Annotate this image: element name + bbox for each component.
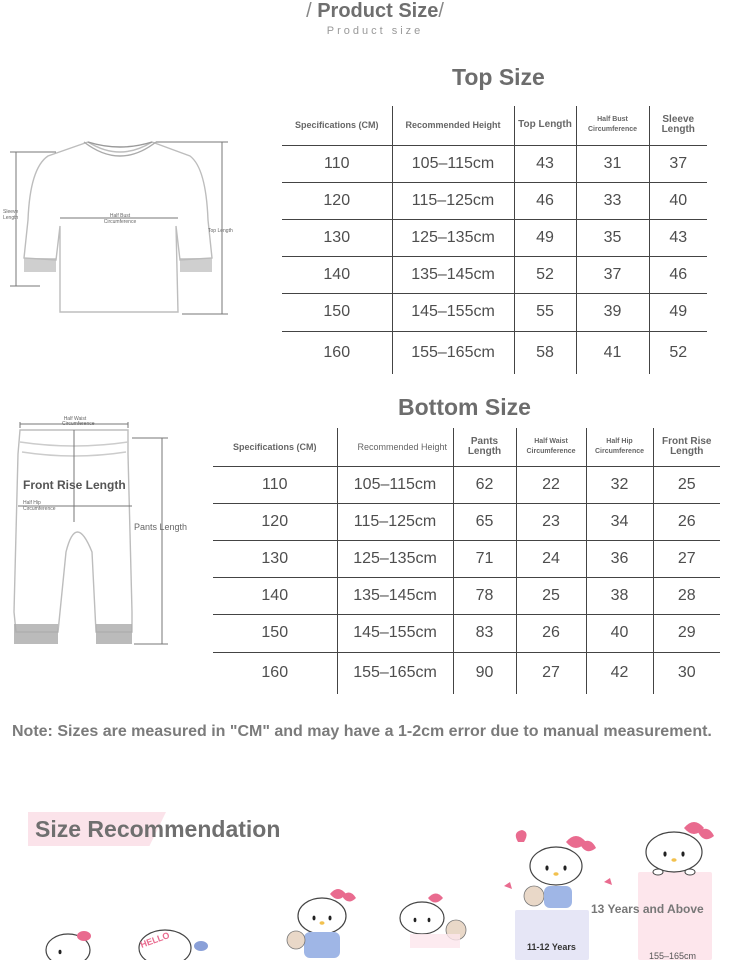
cell-height: 125–135cm	[392, 219, 514, 256]
cell-value: 58	[514, 331, 576, 374]
cell-height: 115–125cm	[337, 503, 453, 540]
header-top-length: Top Length	[514, 106, 576, 145]
header-half-waist: Half Waist Circumference	[516, 428, 586, 466]
cell-spec: 130	[323, 228, 351, 246]
cell-value: 42	[586, 652, 653, 694]
cell-value: 23	[516, 503, 586, 540]
cell-value: 33	[576, 182, 649, 219]
cartoon-cat-icon	[46, 931, 91, 960]
header-height: Recommended Height	[337, 428, 453, 466]
shirt-diagram	[0, 130, 240, 320]
cell-value: 43	[514, 145, 576, 182]
cell-value: 35	[576, 219, 649, 256]
cell-spec: 140	[323, 265, 351, 283]
age-label-13: 13 Years and Above	[591, 902, 704, 916]
cell-value: 26	[516, 614, 586, 652]
cell-spec: 160	[323, 343, 351, 361]
cell-value: 28	[653, 577, 720, 614]
cell-value: 40	[586, 614, 653, 652]
table-row	[213, 652, 720, 694]
cell-value: 83	[453, 614, 516, 652]
cell-value: 49	[514, 219, 576, 256]
bottom-table-header	[213, 428, 720, 466]
table-row	[213, 614, 720, 652]
cell-value: 55	[514, 293, 576, 331]
cell-value: 27	[653, 540, 720, 577]
sleeve-length-label: Sleeve Length	[3, 209, 19, 221]
cell-value: 90	[453, 652, 516, 694]
recommendation-title: Size Recommendation	[35, 816, 281, 842]
cell-height: 115–125cm	[392, 182, 514, 219]
half-bust-label: Half Bust Circumference	[103, 213, 137, 225]
table-row	[213, 503, 720, 540]
cell-value: 49	[649, 293, 707, 331]
cell-value: 25	[516, 577, 586, 614]
cell-value: 37	[649, 145, 707, 182]
age-label-1112: 11-12 Years	[527, 942, 576, 952]
table-row	[213, 577, 720, 614]
header-title: / Product Size/	[306, 0, 444, 22]
cell-spec: 150	[323, 303, 351, 320]
header-spec: Specifications (CM)	[294, 120, 379, 131]
cartoon-cat-icon	[504, 830, 612, 908]
cell-value: 62	[453, 466, 516, 503]
cell-spec: 140	[261, 586, 289, 604]
measurement-note: Note: Sizes are measured in "CM" and may have a 1-2cm error due to manual measurement.	[12, 723, 712, 740]
header-half-bust: Half Bust Circumference	[576, 106, 649, 145]
bottom-size-table	[213, 428, 720, 694]
cell-height: 105–115cm	[392, 145, 514, 182]
cell-height: 145–155cm	[337, 614, 453, 652]
half-waist-label: Half Waist Circumference	[62, 416, 95, 427]
cell-value: 41	[576, 331, 649, 374]
cell-value: 22	[516, 466, 586, 503]
cell-height: 135–145cm	[392, 256, 514, 293]
cell-value: 43	[649, 219, 707, 256]
cell-height: 135–145cm	[337, 577, 453, 614]
cell-height: 155–165cm	[392, 331, 514, 374]
cell-value: 38	[586, 577, 653, 614]
cell-value: 26	[653, 503, 720, 540]
cartoon-cat-icon	[139, 930, 208, 960]
top-length-label: Top Length	[208, 228, 233, 234]
cell-value: 34	[586, 503, 653, 540]
cell-value: 46	[649, 256, 707, 293]
header-pants-length: Pants Length	[453, 428, 516, 466]
cartoon-cat-icon	[287, 889, 356, 958]
pants-length-label: Pants Length	[134, 522, 188, 532]
cell-value: 52	[649, 331, 707, 374]
cell-value: 32	[586, 466, 653, 503]
table-row	[282, 219, 707, 256]
table-row	[213, 540, 720, 577]
cartoon-cat-icon	[400, 894, 466, 949]
cell-value: 29	[653, 614, 720, 652]
top-size-title: Top Size	[452, 64, 545, 90]
cell-spec: 160	[261, 664, 289, 682]
cell-value: 24	[516, 540, 586, 577]
cell-height: 125–135cm	[337, 540, 453, 577]
table-row	[282, 293, 707, 331]
header-sleeve-length: Sleeve Length	[649, 106, 707, 145]
cell-value: 46	[514, 182, 576, 219]
header-half-hip: Half Hip Circumference	[586, 428, 653, 466]
header-subtitle: Product size	[326, 25, 424, 37]
header-spec: Specifications (CM)	[232, 441, 317, 452]
cell-height: 155–165cm	[337, 652, 453, 694]
cell-value: 25	[653, 466, 720, 503]
svg-text:HELLO: HELLO	[138, 930, 171, 950]
cell-value: 30	[653, 652, 720, 694]
bottom-size-title: Bottom Size	[398, 394, 531, 420]
cell-value: 36	[586, 540, 653, 577]
cell-spec: 110	[261, 475, 288, 493]
cell-height: 145–155cm	[392, 293, 514, 331]
header-front-rise: Front Rise Length	[653, 428, 720, 466]
cartoon-illustrations	[0, 822, 750, 960]
cell-value: 39	[576, 293, 649, 331]
table-row	[282, 182, 707, 219]
cell-value: 40	[649, 182, 707, 219]
pants-diagram	[0, 412, 200, 652]
cell-spec: 110	[323, 154, 350, 172]
cell-spec: 130	[261, 549, 289, 567]
cell-value: 31	[576, 145, 649, 182]
header-height: Recommended Height	[392, 106, 514, 145]
height-label-160: 155–165cm	[649, 951, 697, 960]
top-table-header	[282, 106, 707, 145]
cell-spec: 150	[261, 624, 289, 641]
cell-value: 52	[514, 256, 576, 293]
cartoon-cat-icon	[646, 822, 714, 875]
table-row	[282, 145, 707, 182]
cell-spec: 120	[323, 191, 351, 209]
cell-value: 65	[453, 503, 516, 540]
table-row	[213, 466, 720, 503]
cell-value: 37	[576, 256, 649, 293]
cell-value: 27	[516, 652, 586, 694]
front-rise-label: Front Rise Length	[23, 478, 126, 492]
table-row	[282, 256, 707, 293]
cell-value: 78	[453, 577, 516, 614]
table-row	[282, 331, 707, 374]
top-size-table	[282, 106, 707, 374]
cell-height: 105–115cm	[337, 466, 453, 503]
half-hip-label: Half Hip Circumference	[23, 500, 56, 512]
cell-spec: 120	[261, 512, 289, 530]
cell-value: 71	[453, 540, 516, 577]
